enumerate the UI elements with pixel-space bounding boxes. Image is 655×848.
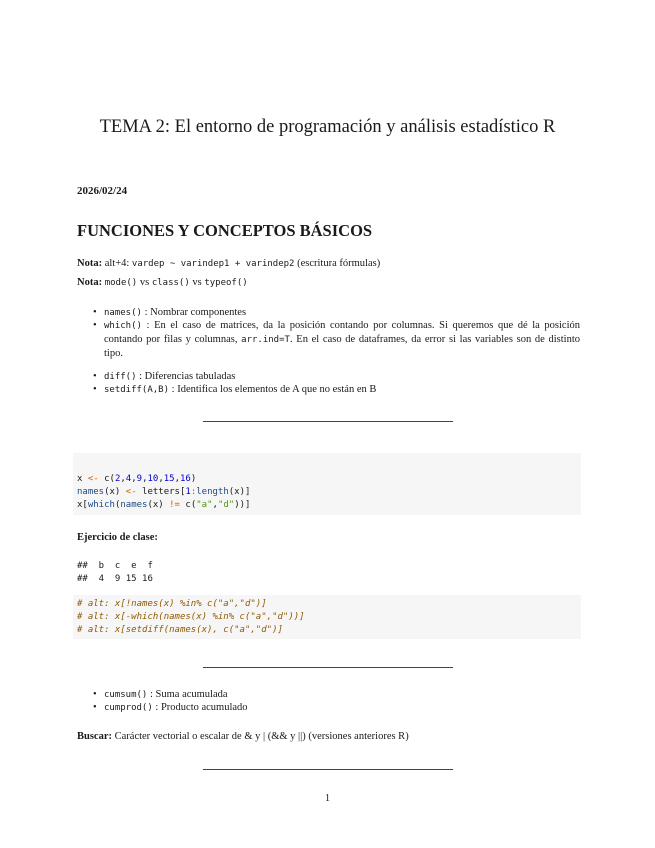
nota-mode-class — [77, 277, 248, 288]
function-code: setdiff(A,B) — [104, 385, 170, 395]
code-line: x <- c(2,4,9,10,15,16) — [77, 474, 197, 484]
function-code: cumprod() — [104, 703, 153, 713]
ejercicio-label: Ejercicio de clase: — [77, 532, 158, 543]
nota-text: vs — [189, 277, 205, 288]
horizontal-rule — [203, 421, 453, 422]
item-text: : En el caso de matrices, da la posición contando por columnas. Si queremos que dé la posición contando por filas y columnas, — [104, 320, 580, 345]
list-item — [104, 701, 580, 715]
horizontal-rule — [203, 769, 453, 770]
page-number: 1 — [324, 793, 331, 804]
item-text: : Suma acumulada — [147, 689, 228, 700]
code-line: names(x) <- letters[1:length(x)] — [77, 487, 251, 497]
nota-text: (escritura fórmulas) — [294, 258, 381, 269]
nota-code: typeof() — [204, 278, 248, 288]
horizontal-rule — [203, 667, 453, 668]
item-text: : Producto acumulado — [152, 702, 248, 713]
nota-code: class() — [151, 278, 190, 288]
function-code: which() — [104, 321, 142, 331]
code-comment: # alt: x[-which(names(x) %in% c("a","d"))] — [77, 612, 305, 622]
nota-label: Nota: — [77, 258, 103, 269]
nota-code: mode() — [104, 278, 138, 288]
nota-text: alt+4: — [102, 258, 132, 269]
list-item — [104, 370, 580, 384]
code-line: x[which(names(x) != c("a","d"))] — [77, 500, 251, 510]
function-code: cumsum() — [104, 690, 148, 700]
nota-code: vardep ~ varindep1 + varindep2 — [131, 259, 295, 269]
function-code: diff() — [104, 372, 137, 382]
item-text: . En el caso de dataframes, da error si las variables son de distinto tipo. — [104, 334, 580, 359]
item-text: : Identifica los elementos de A que no están en B — [169, 384, 377, 395]
output-line: ## 4 9 15 16 — [77, 574, 153, 584]
buscar-note — [77, 731, 409, 742]
output-line: ## b c e f — [77, 561, 153, 571]
nota-label: Nota: — [77, 277, 103, 288]
item-text: : Diferencias tabuladas — [136, 371, 236, 382]
list-item — [104, 306, 580, 320]
function-code: names() — [104, 308, 142, 318]
nota-formulas — [77, 258, 380, 269]
code-comment: # alt: x[!names(x) %in% c("a","d")] — [77, 599, 267, 609]
list-item — [104, 383, 580, 397]
section-heading: FUNCIONES Y CONCEPTOS BÁSICOS — [77, 221, 373, 240]
code-comment: # alt: x[setdiff(names(x), c("a","d")] — [77, 625, 283, 635]
document-date: 2026/02/24 — [77, 185, 128, 197]
function-code: arr.ind=T — [241, 335, 290, 345]
document-title: TEMA 2: El entorno de programación y análisis estadístico R — [99, 117, 556, 137]
comment-block — [73, 595, 581, 639]
list-item — [104, 688, 580, 702]
buscar-text: Carácter vectorial o escalar de & y | (&& y ||) (versiones anteriores R) — [112, 731, 409, 742]
code-block — [73, 453, 581, 515]
buscar-label: Buscar: — [77, 731, 112, 742]
nota-text: vs — [137, 277, 152, 288]
list-item — [104, 319, 580, 360]
item-text: : Nombrar componentes — [141, 307, 247, 318]
